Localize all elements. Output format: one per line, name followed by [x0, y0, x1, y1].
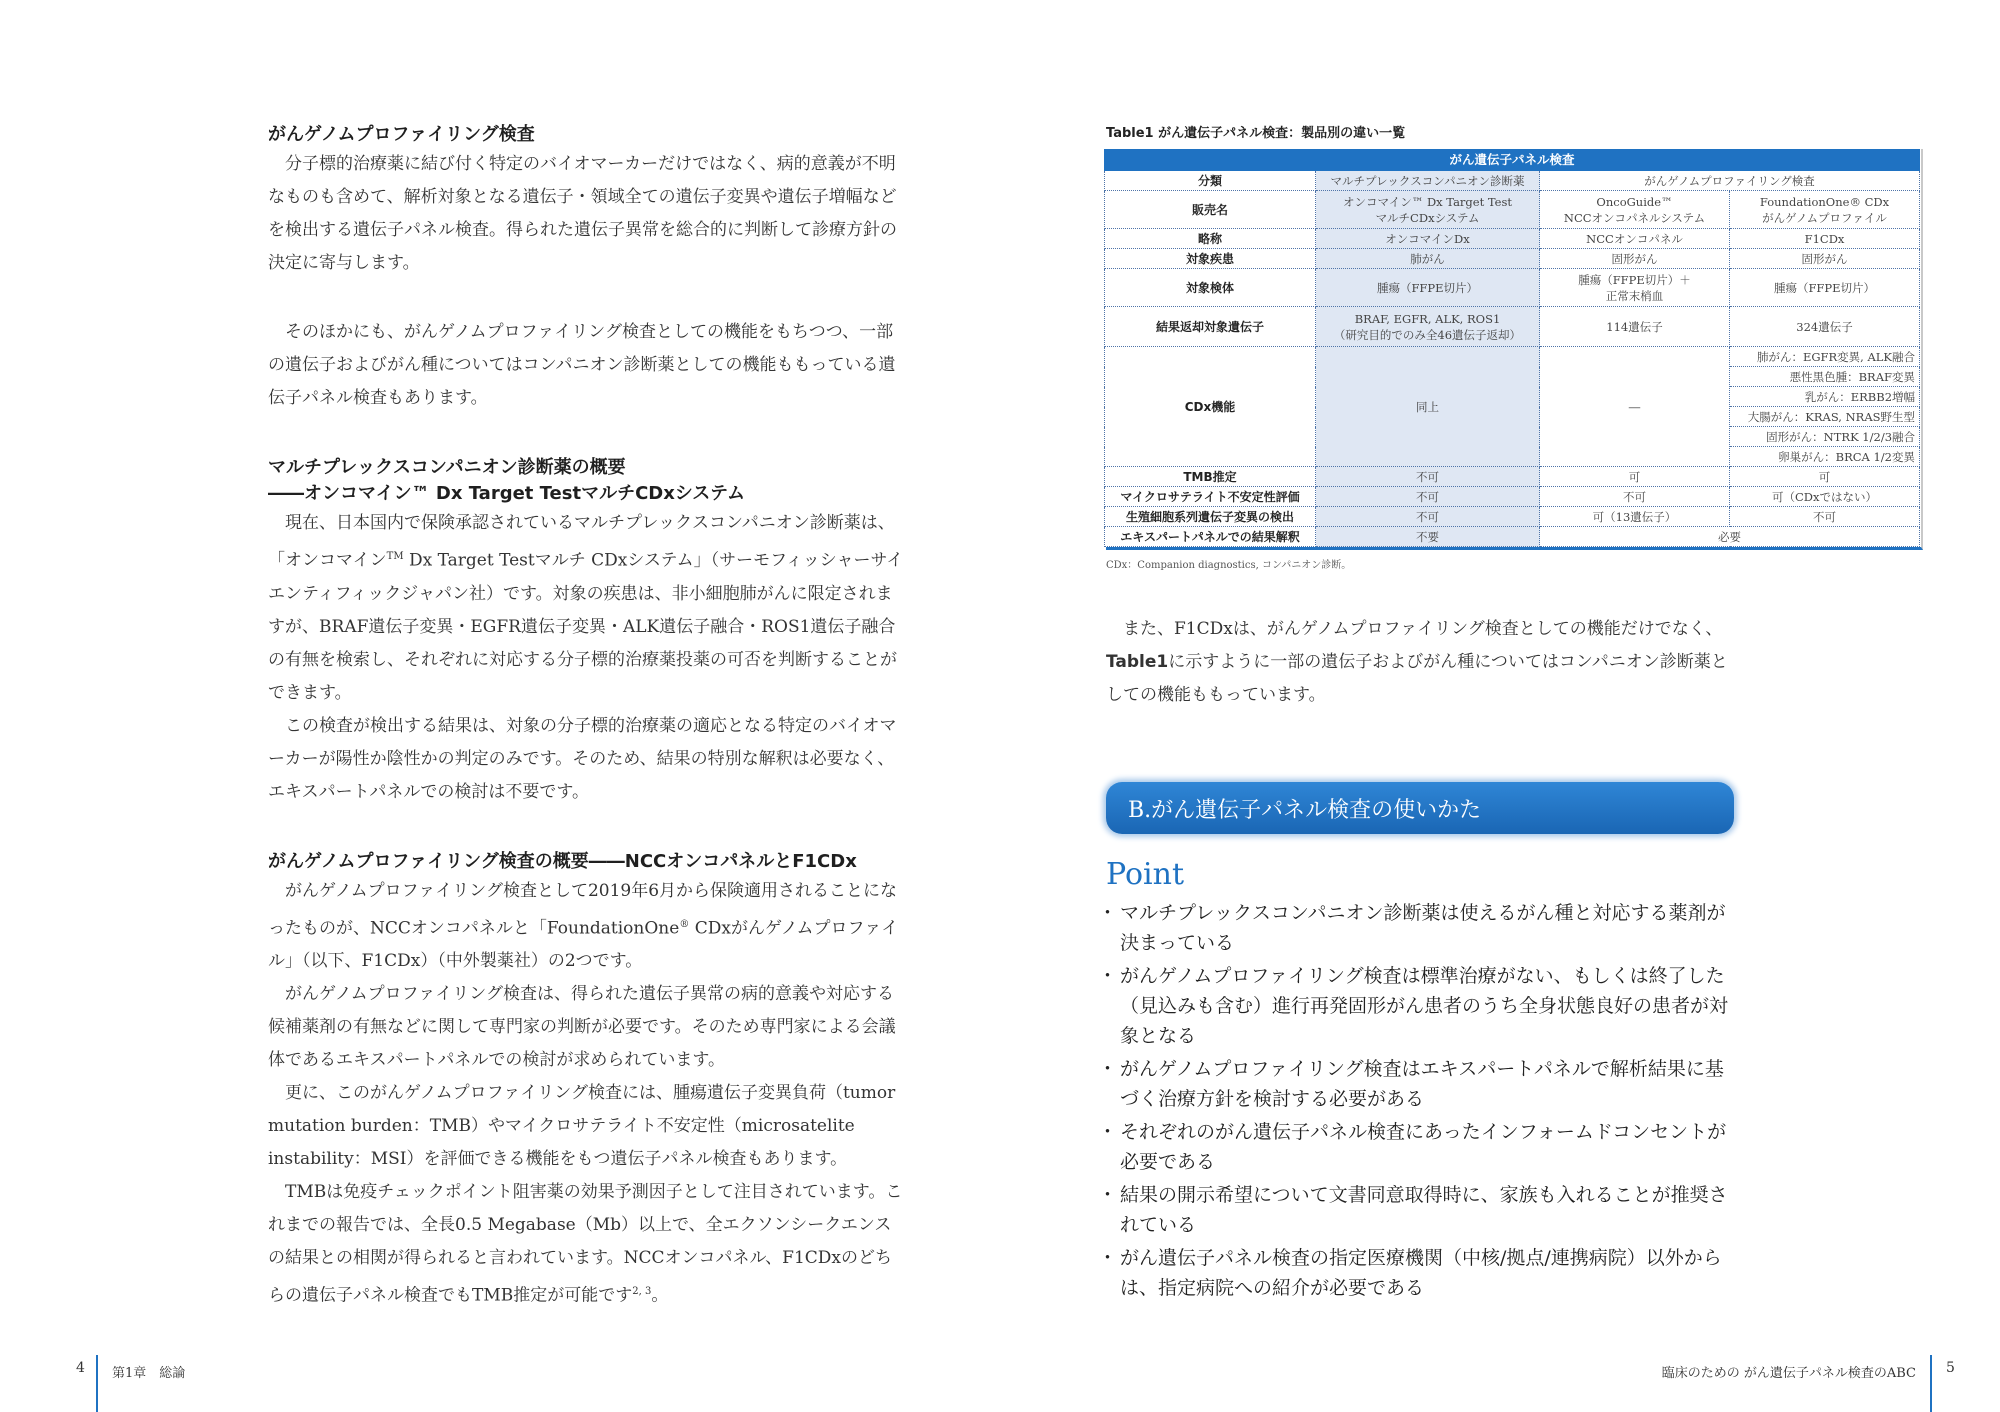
comparison-table-wrap — [1106, 149, 1923, 550]
list-item: ・ マルチプレックスコンパニオン診断薬は使えるがん種と対応する薬剤が決まっている — [1106, 898, 1740, 958]
table-row: 卵巣がん：BRCA 1/2変異 — [1105, 447, 1920, 467]
table-row: 対象検体 腫瘍（FFPE切片） 腫瘍（FFPE切片）＋ 正常末梢血 腫瘍（FFPE切片） — [1105, 269, 1920, 307]
table-row: 対象疾患 肺がん 固形がん 固形がん — [1105, 249, 1920, 269]
table-row: エキスパートパネルでの結果解釈 不要 必要 — [1105, 527, 1920, 547]
list-item: ・ がんゲノムプロファイリング検査はエキスパートパネルで解析結果に基づく治療方針を検討する必要がある — [1106, 1054, 1740, 1114]
list-item: ・ がんゲノムプロファイリング検査は標準治療がない、もしくは終了した（見込みも含む）進行再発固形がん患者のうち全身状態良好の患者が対象となる — [1106, 961, 1740, 1051]
table-footnote: CDx：Companion diagnostics, コンパニオン診断。 — [1106, 560, 1352, 571]
table-row: TMB推定 不可 可 可 — [1105, 467, 1920, 487]
table-row: マイクロサテライト不安定性評価 不可 不可 可（CDxではない） — [1105, 487, 1920, 507]
list-item: ・ がん遺伝子パネル検査の指定医療機関（中核/拠点/連携病院）以外からは、指定病院への紹介が必要である — [1106, 1243, 1740, 1303]
section-heading: がんゲノムプロファイリング検査 — [268, 124, 535, 145]
table-header: がん遺伝子パネル検査 — [1105, 150, 1920, 171]
section-heading: マルチプレックスコンパニオン診断薬の概要 — [268, 457, 626, 478]
right-footer-bar — [1930, 1355, 1932, 1412]
left-footer-text: 第1章 総論 — [112, 1366, 186, 1381]
table-row: 略称 オンコマインDx NCCオンコパネル F1CDx — [1105, 229, 1920, 249]
right-page-number: 5 — [1946, 1360, 1955, 1376]
paragraph: 分子標的治療薬に結び付く特定のバイオマーカーだけではなく、病的意義が不明なものも含めて、解析対象となる遺伝子・領域全ての遺伝子変異や遺伝子増幅などを検出する遺伝子パネル検査。得られた遺伝子異常を総合的に判断して診療方針の決定に寄与します。 — [268, 154, 897, 273]
paragraph: 現在、日本国内で保険承認されているマルチプレックスコンパニオン診断薬は、「オンコマイン™ Dx Target Testマルチ CDxシステム」（サーモフィッシャーサイエンティフィックジャパン社）です。対象の疾患は、非小細胞肺がんに限定されますが、BRAF遺伝子変異・EGFR遺伝子変異・ALK遺伝子融合・ROS1遺伝子融合の有無を検索し、それぞれに対応する分子標的治療薬投薬の可否を判断することができます。 — [268, 513, 904, 703]
right-footer-text: 臨床のための がん遺伝子パネル検査のABC — [1661, 1366, 1916, 1381]
point-list — [1106, 898, 1740, 1303]
left-column — [268, 122, 906, 1313]
left-footer-bar — [96, 1355, 98, 1412]
list-item: ・ それぞれのがん遺伝子パネル検査にあったインフォームドコンセントが必要である — [1106, 1117, 1740, 1177]
list-item: ・ 結果の開示希望について文書同意取得時に、家族も入れることが推奨されている — [1106, 1180, 1740, 1240]
comparison-table — [1104, 149, 1920, 547]
point-title: Point — [1106, 857, 1185, 892]
table-row: 販売名 オンコマイン™ Dx Target Test マルチCDxシステム OncoGuide™ NCCオンコパネルシステム FoundationOne® CDx がんゲノムプロファイル — [1105, 191, 1920, 229]
paragraph: TMBは免疫チェックポイント阻害薬の効果予測因子として注目されています。これまでの報告では、全長0.5 Megabase（Mb）以上で、全エクソンシークエンスの結果との相関が得られると言われています。NCCオンコパネル、F1CDxのどちらの遺伝子パネル検査でもTMB推定が可能です$^{2, 3}$。 — [268, 1182, 903, 1306]
paragraph: がんゲノムプロファイリング検査は、得られた遺伝子異常の病的意義や対応する候補薬剤の有無などに関して専門家の判断が必要です。そのため専門家による会議体であるエキスパートパネルでの検討が求められています。 — [268, 984, 896, 1071]
table-row: 固形がん：NTRK 1/2/3融合 — [1105, 427, 1920, 447]
table-row: 大腸がん：KRAS, NRAS野生型 — [1105, 407, 1920, 427]
table-row: 悪性黒色腫：BRAF変異 — [1105, 367, 1920, 387]
left-page-number: 4 — [76, 1360, 85, 1376]
right-column — [1106, 122, 1916, 1306]
table-row: 生殖細胞系列遺伝子変異の検出 不可 可（13遺伝子） 不可 — [1105, 507, 1920, 527]
table-caption: Table1 がん遺伝子パネル検査：製品別の違い一覧 — [1106, 126, 1406, 141]
paragraph: また、F1CDxは、がんゲノムプロファイリング検査としての機能だけでなく、Table1に示すように一部の遺伝子およびがん種についてはコンパニオン診断薬としての機能ももっています。 — [1106, 619, 1728, 705]
section-subheading: ――オンコマイン™ Dx Target TestマルチCDxシステム — [268, 483, 746, 504]
paragraph: この検査が検出する結果は、対象の分子標的治療薬の適応となる特定のバイオマーカーが陽性か陰性かの判定のみです。そのため、結果の特別な解釈は必要なく、エキスパートパネルでの検討は不要です。 — [268, 715, 897, 802]
table-row: 結果返却対象遺伝子 BRAF, EGFR, ALK, ROS1 （研究目的でのみ全46遺伝子返却） 114遺伝子 324遺伝子 — [1105, 307, 1920, 347]
section-banner: B.がん遺伝子パネル検査の使いかた — [1106, 782, 1734, 834]
table-row: CDx機能 同上 ― 肺がん：EGFR変異, ALK融合 — [1105, 347, 1920, 367]
section-heading: がんゲノムプロファイリング検査の概要――NCCオンコパネルとF1CDx — [268, 850, 857, 872]
table-row: 乳がん：ERBB2増幅 — [1105, 387, 1920, 407]
table-row: 分類 マルチプレックスコンパニオン診断薬 がんゲノムプロファイリング検査 — [1105, 171, 1920, 191]
paragraph: そのほかにも、がんゲノムプロファイリング検査としての機能をもちつつ、一部の遺伝子およびがん種についてはコンパニオン診断薬としての機能ももっている遺伝子パネル検査もあります。 — [268, 322, 896, 408]
paragraph: 更に、このがんゲノムプロファイリング検査には、腫瘍遺伝子変異負荷（tumor mutation burden：TMB）やマイクロサテライト不安定性（microsatelite instability：MSI）を評価できる機能をもつ遺伝子パネル検査もあります。 — [268, 1083, 896, 1170]
paragraph: がんゲノムプロファイリング検査として2019年6月から保険適用されることになったものが、NCCオンコパネルと「FoundationOne® CDxがんゲノムプロファイル」（以下、F1CDx）（中外製薬社）の2つです。 — [268, 880, 899, 972]
